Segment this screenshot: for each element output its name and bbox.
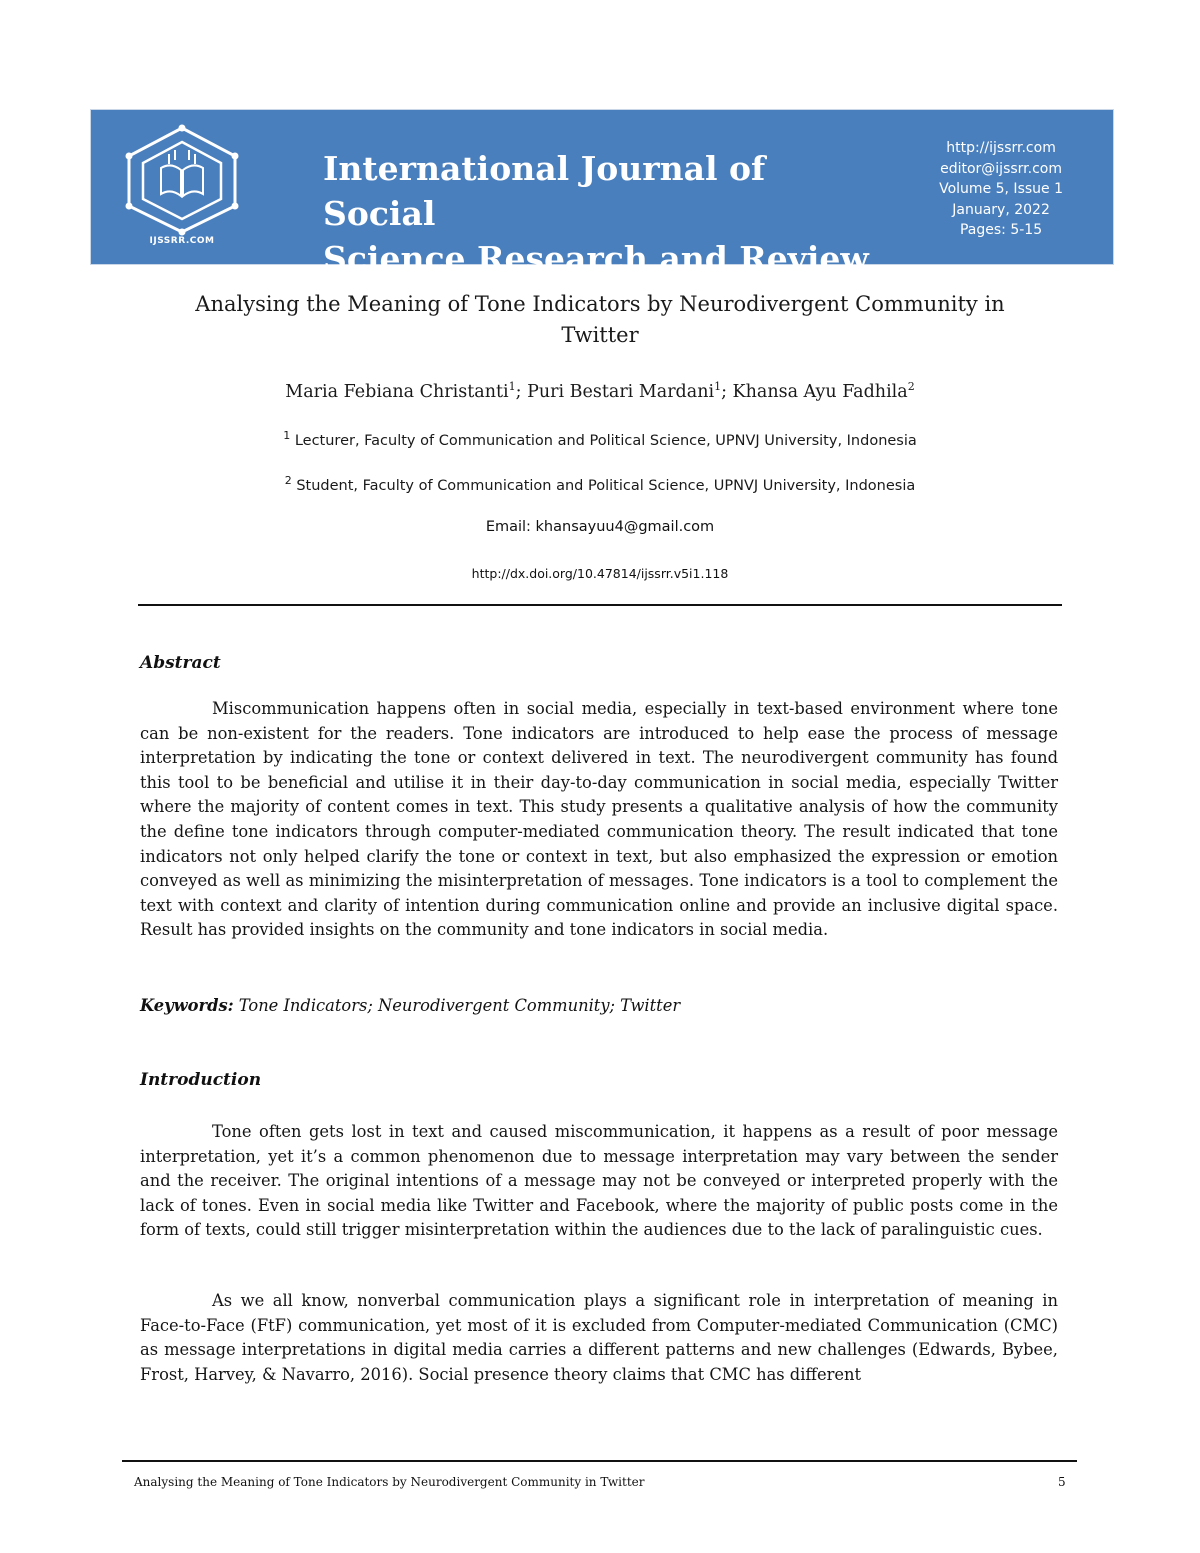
hexagon-book-logo-icon [119,124,245,236]
author-1: Maria Febiana Christanti [285,381,509,402]
doi-link[interactable]: http://dx.doi.org/10.47814/ijssrr.v5i1.118 [471,566,729,581]
introduction-paragraph-1: Tone often gets lost in text and caused miscommunication, it happens as a result of poor message interpretation, yet it’s a common phenomenon due to message interpretation may vary between the sender and the receiver. The original intentions of a message may not be conveyed or interpreted properly with the lack of tones. Even in social media like Twitter and Facebook, where the majority of public posts come in the form of texts, could still trigger misinterpretation within the audiences due to the lack of paralinguistic cues. [140,1122,1058,1240]
introduction-paragraph-2: As we all know, nonverbal communication plays a significant role in interpretation of meaning in Face-to-Face (FtF) communication, yet most of it is excluded from Computer-mediated Communication (CMC) as message interpretations in digital media carries a different patterns and new challenges (Edwards, Bybee, Frost, Harvey, & Navarro, 2016). Social presence theory claims that CMC has different [140,1291,1058,1384]
affiliation-2-text: Student, Faculty of Communication and Political Science, UPNVJ University, Indonesia [291,477,916,494]
running-title: Analysing the Meaning of Tone Indicators by Neurodivergent Community in Twitter [134,1475,645,1489]
page-number: 5 [1058,1475,1066,1489]
journal-meta [939,138,1063,241]
journal-title-line1: International Journal of Social [323,149,766,233]
journal-banner [91,110,1113,278]
introduction-heading: Introduction [140,1070,262,1090]
author-1-affil: 1 [508,380,516,393]
paper-title [150,289,1050,351]
title-divider [138,604,1062,606]
abstract-text: Miscommunication happens often in social media, especially in text-based environment where tone can be non-existent for the readers. Tone indicators are introduced to help ease the process of message interpretation by indicating the tone or context delivered in text. The neurodivergent community has found this tool to be beneficial and utilise it in their day-to-day communication in social media, especially Twitter where the majority of content comes in text. This study presents a qualitative analysis of how the community the define tone indicators through computer-mediated communication theory. The result indicated that tone indicators not only helped clarify the tone or context in text, but also emphasized the expression or emotion conveyed as well as minimizing the misinterpretation of messages. Tone indicators is a tool to complement the text with context and clarity of intention during communication online and provide an inclusive digital space. Result has provided insights on the community and tone indicators in social media. [140,699,1058,940]
author-3-affil: 2 [907,380,915,393]
journal-title [323,146,883,281]
author-list [150,380,1050,402]
journal-email[interactable]: editor@ijssrr.com [940,160,1062,177]
affiliation-1 [150,429,1050,449]
footer-divider [122,1460,1077,1462]
journal-title-line2: Science Research and Review [323,239,869,278]
journal-volume: Volume 5, Issue 1 [939,181,1063,197]
journal-logo [119,124,245,252]
corresponding-email[interactable]: Email: khansayuu4@gmail.com [485,519,715,535]
affiliation-2 [150,474,1050,494]
journal-date: January, 2022 [952,201,1050,218]
affiliation-1-mark: 1 [283,429,291,442]
affiliation-2-mark: 2 [284,474,292,487]
paper-title-line2: Twitter [561,323,639,347]
keywords-text: Tone Indicators; Neurodivergent Community; Twitter [233,996,681,1015]
keywords-label: Keywords: [140,996,234,1015]
abstract-heading: Abstract [140,653,221,673]
affiliation-1-text: Lecturer, Faculty of Communication and Political Science, UPNVJ University, Indonesia [290,432,917,449]
author-2: ; Puri Bestari Mardani [515,381,715,402]
author-2-affil: 1 [714,380,722,393]
logo-caption: IJSSRR.COM [149,236,215,246]
keywords [140,996,680,1015]
journal-url[interactable]: http://ijssrr.com [946,140,1056,156]
author-3: ; Khansa Ayu Fadhila [721,381,908,402]
paper-title-line1: Analysing the Meaning of Tone Indicators by Neurodivergent Community in [195,292,1005,316]
journal-pages: Pages: 5-15 [959,222,1043,238]
